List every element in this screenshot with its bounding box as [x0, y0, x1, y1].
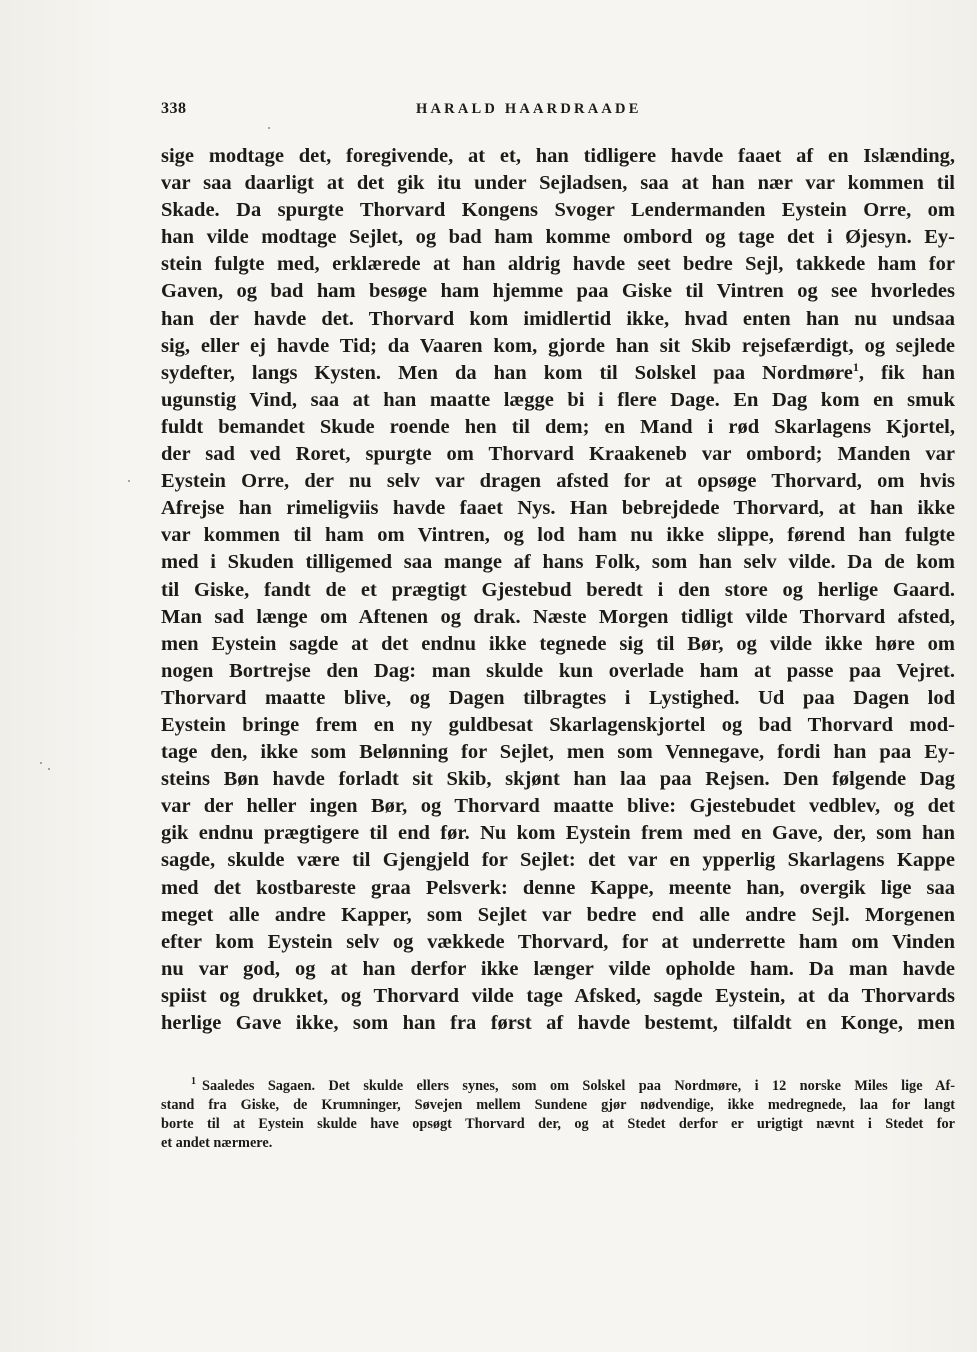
- footnote-text: Saaledes Sagaen. Det skulde ellers synes, som om Solskel paa Nordmøre, i 12 norske Miles lige Af-: [202, 1078, 955, 1094]
- text-line: fuldt bemandet Skude roende hen til dem; en Mand i rød Skarlagens Kjortel,: [161, 415, 955, 438]
- text-line: med det kostbareste graa Pelsverk: denne Kappe, meente han, overgik lige saa: [161, 876, 955, 899]
- text-line: han der havde det. Thorvard kom imidlertid ikke, hvad enten han nu undsaa: [161, 307, 955, 330]
- text-line: Man sad længe om Aftenen og drak. Næste Morgen tidligt vilde Thorvard afsted,: [161, 605, 955, 628]
- page-number: 338: [161, 100, 187, 117]
- text-line: Skade. Da spurgte Thorvard Kongens Svoger Lendermanden Eystein Orre, om: [161, 199, 955, 222]
- text-line: var der heller ingen Bør, og Thorvard maatte blive: Gjestebudet vedblev, og det: [161, 795, 955, 818]
- text-line: ugunstig Vind, saa at han maatte lægge bi i flere Dage. En Dag kom en smuk: [161, 388, 955, 411]
- text-line: men Eystein sagde at det endnu ikke tegnede sig til Bør, og vilde ikke høre om: [161, 632, 955, 655]
- body-text: [161, 143, 955, 1037]
- footnote-line: stand fra Giske, de Krumninger, Søvejen mellem Sundene gjør nødvendige, ikke medregnede, laa for langt: [161, 1097, 955, 1113]
- text-line: tage den, ikke som Belønning for Sejlet, men som Vennegave, fordi han paa Ey-: [161, 741, 955, 764]
- text-line: med i Skuden tilligemed saa mange af hans Folk, som han selv vilde. Da de kom: [161, 551, 955, 574]
- text-line: gik endnu prægtigere til end før. Nu kom Eystein frem med en Gave, der, som han: [161, 822, 955, 845]
- footnote-marker: 1: [191, 1076, 196, 1088]
- text-line: Eystein bringe frem en ny guldbesat Skarlagenskjortel og bad Thorvard mod-: [161, 713, 955, 736]
- text-segment: sydefter, langs Kysten. Men da han kom til Solskel paa Nordmøre: [161, 361, 853, 384]
- running-title: HARALD HAARDRAADE: [416, 101, 642, 117]
- text-line: herlige Gave ikke, som han fra først af havde bestemt, tilfaldt en Konge, men: [161, 1012, 955, 1034]
- text-segment: , fik han: [858, 361, 955, 384]
- footnote-reference[interactable]: 1: [852, 359, 859, 374]
- text-line: stein fulgte med, erklærede at han aldrig havde seet bedre Sejl, takkede ham for: [161, 253, 955, 276]
- text-line: spiist og drukket, og Thorvard vilde tage Afsked, sagde Eystein, at da Thorvards: [161, 984, 955, 1007]
- paper-speck: [48, 768, 50, 770]
- text-line: Thorvard maatte blive, og Dagen tilbragtes i Lystighed. Ud paa Dagen lod: [161, 686, 955, 709]
- footnote-line: et andet nærmere.: [161, 1135, 273, 1151]
- text-line: til Giske, fandt de et prægtigt Gjestebud beredt i den store og herlige Gaard.: [161, 578, 955, 601]
- text-line: nu var god, og at han derfor ikke længer vilde opholde ham. Da man havde: [161, 957, 955, 980]
- text-line: nogen Bortrejse den Dag: man skulde kun overlade ham at passe paa Vejret.: [161, 659, 955, 682]
- text-line: Afrejse han rimeligviis havde faaet Nys. Han bebrejdede Thorvard, at han ikke: [161, 497, 955, 520]
- text-line: sige modtage det, foregivende, at et, han tidligere havde faaet af en Islænding,: [161, 145, 955, 167]
- text-line: meget alle andre Kapper, som Sejlet var bedre end alle andre Sejl. Morgenen: [161, 903, 955, 926]
- text-line-with-footnote: [161, 360, 955, 387]
- text-line: Eystein Orre, der nu selv var dragen afsted for at opsøge Thorvard, om hvis: [161, 470, 955, 493]
- text-line: steins Bøn havde forladt sit Skib, skjønt han laa paa Rejsen. Den følgende Dag: [161, 768, 955, 791]
- footnote: [161, 1077, 955, 1153]
- footnote-line: [161, 1077, 955, 1096]
- footnote-line: borte til at Eystein skulde have opsøgt Thorvard der, og at Stedet derfor er urigtigt nævnt i Stedet for: [161, 1116, 955, 1132]
- paper-speck: [268, 127, 270, 129]
- text-line: var saa daarligt at det gik itu under Sejladsen, saa at han nær var kommen til: [161, 172, 955, 195]
- paper-speck: [128, 480, 130, 482]
- text-line: han vilde modtage Sejlet, og bad ham komme ombord og tage det i Øjesyn. Ey-: [161, 226, 955, 249]
- text-line: sig, eller ej havde Tid; da Vaaren kom, gjorde han sit Skib rejsefærdigt, og sejlede: [161, 334, 955, 357]
- text-line: efter kom Eystein selv og vækkede Thorvard, for at underrette ham om Vinden: [161, 930, 955, 953]
- text-line: sagde, skulde være til Gjengjeld for Sejlet: det var en ypperlig Skarlagens Kappe: [161, 849, 955, 872]
- text-line: var kommen til ham om Vintren, og lod ham nu ikke slippe, førend han fulgte: [161, 524, 955, 547]
- text-line: der sad ved Roret, spurgte om Thorvard Kraakeneb var ombord; Manden var: [161, 443, 955, 466]
- running-header: [161, 100, 955, 124]
- paper-speck: [40, 762, 42, 764]
- text-line: Gaven, og bad ham besøge ham hjemme paa Giske til Vintren og see hvorledes: [161, 280, 955, 303]
